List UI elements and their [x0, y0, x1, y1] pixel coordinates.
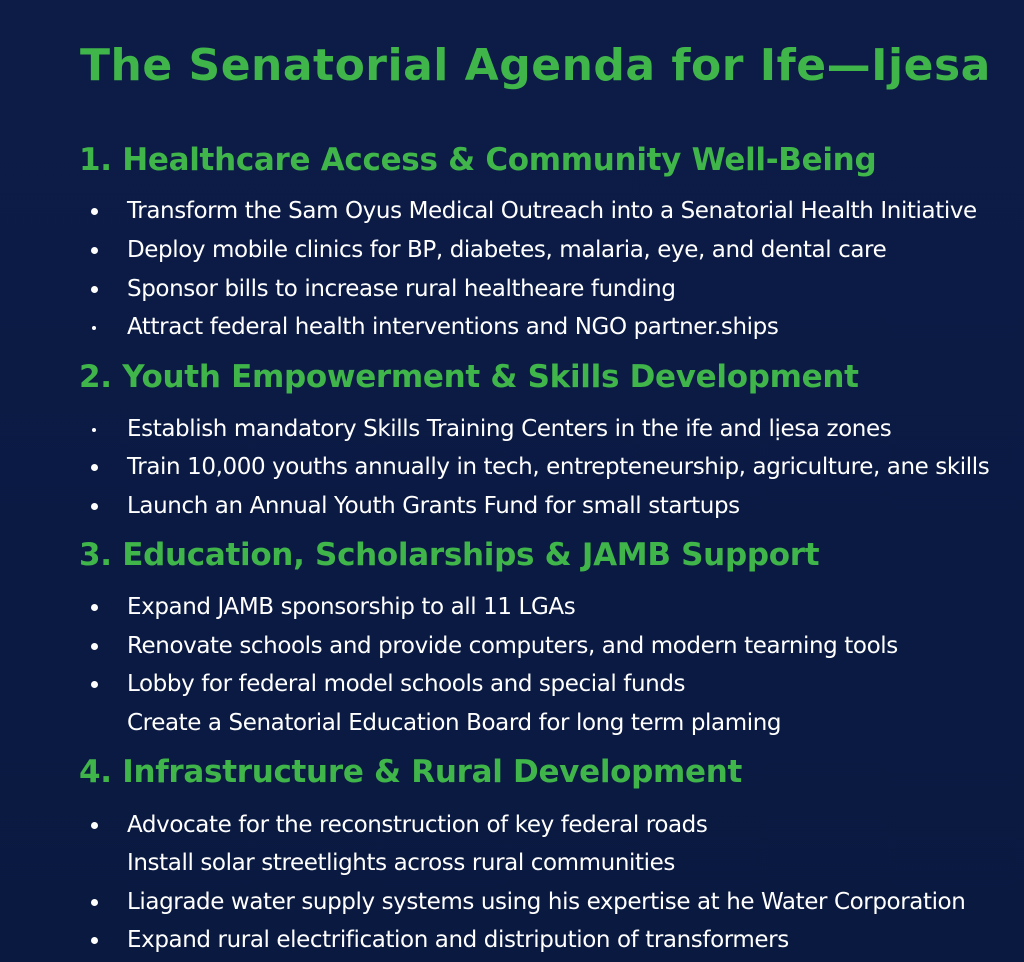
bullet-icon: [91, 286, 98, 293]
section-heading: 1. Healthcare Access & Community Well-Being: [79, 142, 877, 178]
list-item: [0, 926, 1024, 962]
list-item-text: Install solar streetlights across rural communities: [127, 850, 675, 876]
list-item-text: Train 10,000 youths annually in tech, entrepteneurship, agriculture, ane skills: [127, 454, 990, 480]
section-heading: 4. Infrastructure & Rural Development: [79, 754, 743, 790]
list-item: [0, 709, 1024, 747]
list-item-text: Liagrade water supply systems using his expertise at he Water Corporation: [127, 889, 966, 915]
list-item-text: Expand JAMB sponsorship to all 11 LGAs: [127, 594, 576, 620]
list-item: [0, 593, 1024, 631]
list-item: [0, 632, 1024, 670]
list-item-text: Transform the Sam Oyus Medical Outreach into a Senatorial Health Initiative: [127, 198, 977, 224]
list-item-text: Attract federal health interventions and NGO partner.ships: [127, 314, 779, 340]
bullet-icon: [91, 208, 98, 215]
bullet-icon: [91, 247, 98, 254]
list-item: [0, 415, 1024, 453]
list-item-text: Lobby for federal model schools and special funds: [127, 671, 686, 697]
bullet-icon: [91, 899, 98, 906]
list-item: [0, 197, 1024, 235]
bullet-icon: [91, 681, 98, 688]
list-item-text: Advocate for the reconstruction of key federal roads: [127, 812, 708, 838]
section-heading: 3. Education, Scholarships & JAMB Support: [79, 537, 820, 573]
list-item-text: Create a Senatorial Education Board for long term plaming: [127, 710, 782, 736]
list-item: [0, 236, 1024, 274]
list-item-text: Launch an Annual Youth Grants Fund for small startups: [127, 493, 740, 519]
list-item: [0, 313, 1024, 351]
bullet-icon: [91, 464, 98, 471]
list-item-text: Sponsor bills to increase rural healtheare funding: [127, 276, 676, 302]
section-heading: 2. Youth Empowerment & Skills Development: [79, 359, 859, 395]
list-item: [0, 811, 1024, 849]
list-item-text: Deploy mobile clinics for BP, diabetes, malaria, eye, and dental care: [127, 237, 887, 263]
list-item: [0, 670, 1024, 708]
list-item-text: Renovate schools and provide computers, and modern tearning tools: [127, 633, 898, 659]
bullet-icon: [91, 937, 98, 944]
bullet-icon: [91, 503, 98, 510]
bullet-icon: [91, 604, 98, 611]
list-item: [0, 492, 1024, 530]
list-item: [0, 888, 1024, 926]
list-item-text: Expand rural electrification and distripution of transformers: [127, 927, 789, 953]
page-title: The Senatorial Agenda for Ife—Ijesa: [80, 40, 991, 91]
bullet-icon: [91, 643, 98, 650]
list-item: [0, 453, 1024, 491]
bullet-icon: [92, 428, 96, 432]
bullet-icon: [92, 326, 96, 330]
bullet-icon: [91, 822, 98, 829]
list-item-text: Establish mandatory Skills Training Centers in the ife and lịesa zones: [127, 416, 892, 442]
list-item: [0, 849, 1024, 887]
list-item: [0, 275, 1024, 313]
